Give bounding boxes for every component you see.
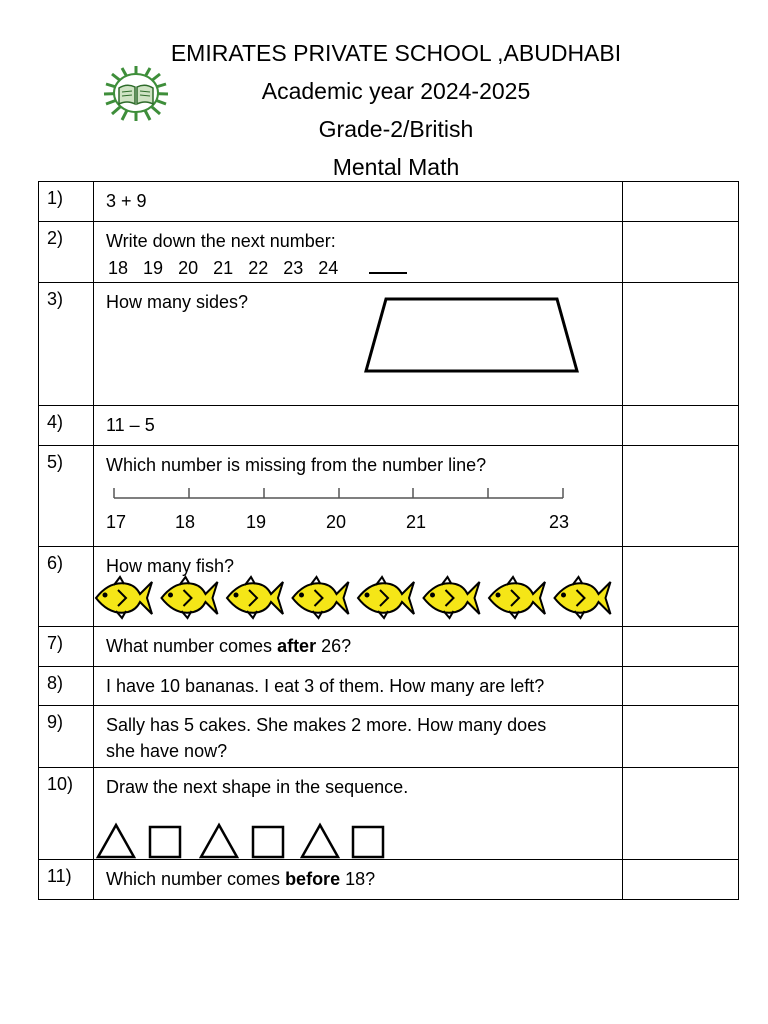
triangle-shape [98,825,134,857]
school-logo-icon [102,64,170,122]
grade: Grade-2/British [318,116,474,142]
shape-sequence [96,822,396,862]
question-bold-word: before [285,869,341,889]
question-row [39,182,739,222]
question-text: she have now? [106,741,228,761]
question-number: 8) [39,667,94,706]
fish-icon [358,577,414,618]
question-text: Which number is missing from the number line? [106,455,487,475]
academic-year: Academic year 2024-2025 [261,78,531,104]
question-number: 4) [39,406,94,446]
worksheet-table [38,181,739,900]
answer-box[interactable] [623,283,739,406]
fish-icon [96,577,152,618]
number-line-label: 19 [245,512,267,532]
answer-blank[interactable] [369,254,407,274]
question-text-part: What number comes [106,636,278,656]
question-text: Sally has 5 cakes. She makes 2 more. How many does [106,715,547,735]
fish-icon [227,577,283,618]
question-row [39,627,739,667]
subject-title: Mental Math [332,154,460,180]
answer-box[interactable] [623,667,739,706]
triangle-shape [201,825,237,857]
fish-icon [424,577,480,618]
trapezoid-shape [364,293,584,377]
question-row [39,547,739,627]
fish-icon [293,577,349,618]
question-text [106,866,622,892]
question-bold-word: after [277,636,317,656]
sequence-number: 19 [143,258,164,278]
question-row [39,768,739,860]
number-line-label: 20 [325,512,347,532]
number-line-label: 23 [548,512,570,532]
square-shape [253,827,283,857]
answer-box[interactable] [623,446,739,547]
square-shape [150,827,180,857]
question-text: How many sides? [106,292,249,312]
fish-icon [555,577,611,618]
sequence-number: 20 [178,258,199,278]
answer-box[interactable] [623,406,739,446]
school-name: EMIRATES PRIVATE SCHOOL ,ABUDHABI [170,40,622,66]
question-number: 1) [39,182,94,222]
question-text [106,633,622,659]
number-line-label: 18 [174,512,196,532]
question-row [39,283,739,406]
number-line-label: 17 [105,512,127,532]
sequence-number: 24 [318,258,339,278]
question-text: Write down the next number: [106,231,336,251]
sequence-number: 23 [283,258,304,278]
question-number: 3) [39,283,94,406]
question-text: Draw the next shape in the sequence. [106,777,409,797]
question-number: 11) [39,860,94,900]
question-number: 2) [39,222,94,283]
fish-icon [489,577,545,618]
question-row [39,446,739,547]
number-sequence [106,254,622,281]
question-number: 9) [39,706,94,768]
fish-icon [162,577,218,618]
question-number: 10) [39,768,94,860]
question-text: 3 + 9 [106,191,147,211]
question-number: 5) [39,446,94,547]
square-shape [353,827,383,857]
question-row [39,860,739,900]
question-row [39,667,739,706]
sequence-number: 21 [213,258,234,278]
question-text-part: 18? [340,869,376,889]
answer-box[interactable] [623,706,739,768]
answer-box[interactable] [623,860,739,900]
answer-box[interactable] [623,547,739,627]
number-line-label: 21 [405,512,427,532]
sequence-number: 22 [248,258,269,278]
question-text-part: 26? [316,636,352,656]
question-text: 11 – 5 [106,415,155,435]
question-text: I have 10 bananas. I eat 3 of them. How many are left? [106,676,545,696]
triangle-shape [302,825,338,857]
answer-box[interactable] [623,627,739,667]
question-row [39,706,739,768]
fish-group [94,574,614,620]
answer-box[interactable] [623,768,739,860]
question-number: 6) [39,547,94,627]
sequence-number: 18 [108,258,129,278]
question-number: 7) [39,627,94,667]
question-row [39,222,739,283]
question-text-part: Which number comes [106,869,286,889]
number-line [94,486,574,536]
question-text: How many fish? [106,556,235,576]
question-row [39,406,739,446]
answer-box[interactable] [623,182,739,222]
answer-box[interactable] [623,222,739,283]
